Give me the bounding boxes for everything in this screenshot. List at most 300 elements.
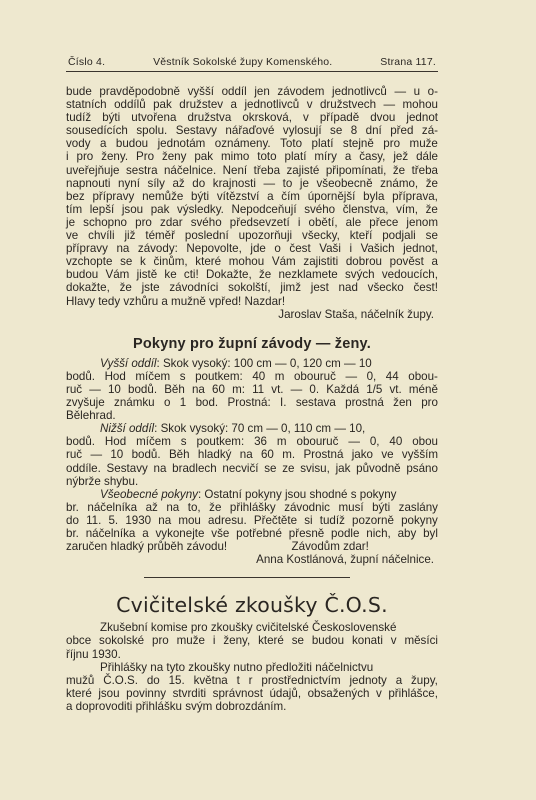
word: příprava, xyxy=(392,189,438,203)
word: náčelníka xyxy=(87,500,138,514)
word: že xyxy=(119,281,132,295)
word: musí xyxy=(338,500,364,514)
word: třeba xyxy=(411,163,438,177)
word: byla xyxy=(363,189,385,203)
word: na xyxy=(158,513,172,527)
word: pro xyxy=(383,137,401,151)
word: chvíli xyxy=(88,229,115,243)
word: okrsková, xyxy=(242,111,292,125)
pokyny-signature: Anna Kostlánová, župní náčelnice. xyxy=(256,553,434,567)
word: Sestavy xyxy=(106,461,148,475)
word: dní xyxy=(365,124,382,138)
text-line xyxy=(66,242,438,255)
word: Toto xyxy=(280,137,303,151)
intro-signature: Jaroslav Staša, náčelník župy. xyxy=(278,307,434,321)
word: spolu. xyxy=(136,124,168,138)
page-header xyxy=(68,56,436,68)
journal-title: Věstník Sokolské župy Komenského. xyxy=(153,56,333,68)
word: oddíl xyxy=(221,85,247,98)
word: — xyxy=(90,448,103,462)
word: na xyxy=(153,461,167,475)
word: ruč xyxy=(66,448,83,462)
word: že xyxy=(209,500,222,514)
word: ve xyxy=(66,229,79,243)
nizsi-label: Nižší oddíl xyxy=(100,422,155,436)
word: a xyxy=(142,527,149,540)
word: Vám xyxy=(271,255,296,269)
word: nářaďové xyxy=(225,124,275,138)
word: pro xyxy=(135,215,152,229)
word: sokolští, xyxy=(228,281,271,295)
word: m xyxy=(276,435,287,449)
word: přesně xyxy=(288,527,325,540)
text-line xyxy=(66,514,438,527)
word: — xyxy=(89,382,101,396)
word: zajistiti xyxy=(303,255,339,269)
word: sestava xyxy=(295,396,336,410)
word: všecko xyxy=(367,281,404,295)
word: mimo xyxy=(220,150,250,164)
word: u xyxy=(413,85,421,98)
text-line xyxy=(66,281,438,294)
word: téměř xyxy=(145,229,175,243)
word: vítězství xyxy=(216,189,260,203)
word: Prostná: xyxy=(227,396,271,410)
word: vím, xyxy=(396,202,419,216)
word: známo, xyxy=(380,176,419,190)
word: 36 xyxy=(254,435,268,449)
word: pak xyxy=(194,150,214,164)
word: platí xyxy=(284,150,307,164)
word: se xyxy=(264,461,277,475)
word: župy, xyxy=(411,673,438,687)
word: potřebné xyxy=(236,527,282,540)
word: míčem xyxy=(136,435,171,449)
word: jde xyxy=(250,242,266,256)
word: které xyxy=(66,686,92,700)
word: Dokažte, xyxy=(205,268,252,282)
word: povinny xyxy=(126,686,167,700)
word: vt. xyxy=(271,382,284,396)
text-line xyxy=(66,422,438,435)
word: jsou xyxy=(121,202,144,216)
word: stvrditi xyxy=(172,686,207,700)
word: družstva xyxy=(187,111,232,125)
text-line xyxy=(66,216,438,229)
word: května xyxy=(193,673,228,687)
word: v xyxy=(390,634,397,648)
word: 60 xyxy=(260,448,274,462)
text-line: Přihlášky na tyto zkoušky nutno předložiti náčelnictvu xyxy=(100,660,374,674)
word: Hod xyxy=(104,369,126,383)
word: vzchopte xyxy=(66,255,113,269)
text-line xyxy=(66,111,438,124)
word: závodníci xyxy=(169,281,219,295)
word: adresu. xyxy=(208,513,247,527)
word: jest xyxy=(310,281,329,295)
word: to, xyxy=(187,500,201,514)
intro-paragraph xyxy=(66,85,438,321)
word: vt. xyxy=(389,382,402,396)
word: pak xyxy=(150,202,170,216)
word: oddíle. xyxy=(66,461,101,475)
word: krajnosti xyxy=(212,176,256,190)
text-line xyxy=(66,462,438,475)
word: sousedících xyxy=(66,124,128,138)
word: m. xyxy=(282,448,296,462)
text-line xyxy=(66,357,438,370)
word: — xyxy=(263,176,276,190)
word: oznámeny. xyxy=(214,137,271,151)
word: pro xyxy=(76,150,94,164)
word: čest! xyxy=(413,281,438,295)
word: přípravy xyxy=(66,242,108,256)
word: se xyxy=(120,255,133,269)
word: psáno xyxy=(406,461,438,475)
word: I. xyxy=(280,396,287,410)
word: zdar xyxy=(160,215,183,229)
text-line xyxy=(66,229,438,242)
word: bodů. xyxy=(131,448,161,462)
word: muže xyxy=(409,137,438,151)
word: svého xyxy=(304,202,336,216)
page-number: Strana 117. xyxy=(380,56,436,68)
word: jenom xyxy=(406,215,438,229)
word: údajů, xyxy=(269,686,302,700)
word: s xyxy=(179,369,186,383)
word: Prostná xyxy=(303,448,344,462)
word: obsažených xyxy=(307,686,370,700)
word: jednot xyxy=(406,111,438,125)
zkousky-text xyxy=(66,621,438,713)
word: schopno xyxy=(83,215,127,229)
text-line: říjnu 1930. xyxy=(66,647,121,661)
word: t xyxy=(236,673,240,687)
word: ženy. xyxy=(101,150,129,164)
text-line xyxy=(66,687,438,700)
word: do xyxy=(66,513,79,527)
word: r xyxy=(248,673,253,687)
word: oddílů xyxy=(114,98,146,112)
word: toto xyxy=(257,150,277,164)
word: Sestavy xyxy=(175,124,217,138)
word: až xyxy=(172,176,185,190)
word: dobrou xyxy=(345,255,382,269)
word: býti xyxy=(372,500,391,514)
word: 0. xyxy=(309,382,320,396)
word: činům, xyxy=(153,255,188,269)
word: obětí, xyxy=(308,215,338,229)
word: 1/5 xyxy=(366,382,383,396)
text-line xyxy=(66,255,438,268)
word: závodem xyxy=(277,85,325,98)
word: vyšším xyxy=(401,448,438,462)
word: vylosují xyxy=(282,124,322,138)
word: jednot, xyxy=(403,242,438,256)
word: i xyxy=(297,215,301,229)
word: čím xyxy=(281,189,300,203)
word: obou- xyxy=(408,369,438,383)
word: závody: xyxy=(137,242,178,256)
word: které xyxy=(195,255,222,269)
word: podle xyxy=(331,527,360,540)
text-line xyxy=(66,203,438,216)
word: cti! xyxy=(183,268,199,282)
word: konati xyxy=(351,634,383,648)
word: časy, xyxy=(359,150,386,164)
word: — xyxy=(383,98,396,112)
word: o- xyxy=(427,85,438,98)
word: ženy xyxy=(161,150,187,164)
word: jistě xyxy=(136,268,158,282)
word: tudíž xyxy=(319,513,345,527)
word: dokažte, xyxy=(66,281,110,295)
word: poutkem: xyxy=(196,435,245,449)
word: všecky, xyxy=(302,229,340,243)
text-line xyxy=(66,124,438,137)
word: všeobecně xyxy=(316,176,373,190)
word: i xyxy=(66,150,69,164)
word: Každá xyxy=(326,382,360,396)
word: jednotlivců xyxy=(332,85,387,98)
word: budou xyxy=(66,268,99,282)
word: Pro xyxy=(135,150,155,164)
issue-number: Číslo 4. xyxy=(68,56,106,68)
word: Běh xyxy=(168,448,190,462)
word: žen xyxy=(393,396,412,410)
word: jen xyxy=(254,85,270,98)
word: budou xyxy=(311,634,345,648)
word: o xyxy=(274,242,281,256)
word: sestra xyxy=(125,163,158,177)
word: již xyxy=(124,229,136,243)
word: tím xyxy=(66,202,83,216)
word: aby xyxy=(397,527,417,540)
word: síly xyxy=(147,176,165,190)
word: o xyxy=(163,396,171,410)
word: Vaši xyxy=(319,242,341,256)
word: jednotám xyxy=(157,137,206,151)
word: pověst xyxy=(389,255,424,269)
word: s xyxy=(180,435,187,449)
word: býti xyxy=(191,189,210,203)
word: pravděpodobně xyxy=(99,85,180,98)
word: obouruč xyxy=(293,369,336,383)
word: bodů. xyxy=(128,382,158,396)
text-line: Zkušební komise pro zkoušky cvičitelské Československé xyxy=(100,621,397,635)
word: které xyxy=(258,634,284,648)
word: — xyxy=(290,382,303,396)
word: 40 xyxy=(389,435,403,449)
word: náčelnice. xyxy=(163,163,217,177)
text-run: : Skok vysoký: 70 cm — 0, 110 cm — 10, xyxy=(154,422,366,436)
word: družstvech xyxy=(319,98,377,112)
word: podjali xyxy=(382,229,416,243)
text-line xyxy=(66,527,438,540)
word: 10 xyxy=(107,382,121,396)
word: kteří xyxy=(349,229,373,243)
word: v xyxy=(375,686,382,700)
word: svého xyxy=(190,215,222,229)
word: Přečtěte xyxy=(253,513,298,527)
text-line: Hlavy tedy vzhůru a mužně vpřed! Nazdar! xyxy=(66,294,286,308)
word: statních xyxy=(66,98,107,112)
text-line xyxy=(66,488,438,501)
text-line xyxy=(66,98,438,111)
word: ale xyxy=(345,215,362,229)
word: — xyxy=(348,435,360,449)
word: prostřednictvím xyxy=(261,673,341,687)
word: Nepodceňují xyxy=(231,202,297,216)
word: k xyxy=(140,255,146,269)
pokyny-title: Pokyny pro župní závody — ženy. xyxy=(133,335,371,352)
word: vyšší xyxy=(187,85,214,98)
word: správnost xyxy=(212,686,263,700)
word: 1930 xyxy=(125,513,152,527)
word: i xyxy=(349,242,353,256)
word: do xyxy=(146,673,160,687)
word: zá- xyxy=(421,124,438,138)
word: připomínati, xyxy=(325,163,387,177)
word: jednoty xyxy=(349,673,387,687)
text-line xyxy=(66,634,438,647)
word: br. xyxy=(66,500,79,514)
word: hladký xyxy=(197,448,232,462)
word: 5. xyxy=(108,513,119,527)
text-line xyxy=(66,150,438,163)
word: přece xyxy=(369,215,399,229)
word: míry xyxy=(314,150,337,164)
word: ve xyxy=(381,448,394,462)
word: pro xyxy=(421,396,438,410)
word: mou xyxy=(178,513,201,527)
word: na xyxy=(166,500,180,514)
word: bod. xyxy=(195,396,219,410)
word: Není xyxy=(222,163,248,177)
text-line xyxy=(66,137,438,150)
word: — xyxy=(345,369,358,383)
word: na xyxy=(239,448,253,462)
word: až xyxy=(145,500,158,514)
word: a xyxy=(230,98,237,112)
word: bez xyxy=(66,189,85,203)
word: lepší xyxy=(89,202,115,216)
word: že xyxy=(425,202,438,216)
word: Č.O.S. xyxy=(103,673,138,687)
word: necvičí xyxy=(222,461,259,475)
word: br. xyxy=(66,527,79,540)
word: že xyxy=(258,268,272,282)
word: přípravy xyxy=(92,189,135,203)
word: si xyxy=(304,513,313,527)
word: v xyxy=(303,111,309,125)
word: Vašich xyxy=(360,242,395,256)
word: jsou xyxy=(98,686,120,700)
word: na xyxy=(116,242,130,256)
word: býti xyxy=(102,111,121,125)
word: jak xyxy=(335,461,351,475)
word: upozorňuji xyxy=(238,229,293,243)
text-line xyxy=(66,268,438,281)
text-line xyxy=(66,190,438,203)
word: předsevzetí xyxy=(229,215,290,229)
word: bodů. xyxy=(66,369,96,383)
text-line xyxy=(66,396,438,409)
text-line: Bělehrad. xyxy=(66,409,116,423)
text-line: a doprovoditi přihlášku svým dobrozdáním. xyxy=(66,699,287,713)
word: třeba xyxy=(253,163,281,177)
word: a xyxy=(99,137,107,151)
word: na xyxy=(191,382,205,396)
word: jednotlivců xyxy=(244,98,300,112)
word: budou xyxy=(115,137,149,151)
word: platí xyxy=(311,137,334,151)
word: ženy, xyxy=(223,634,251,648)
word: že xyxy=(392,163,406,177)
zkousky-title: Cvičitelské zkoušky Č.O.S. xyxy=(116,593,388,618)
word: mohou xyxy=(228,255,265,269)
word: svých xyxy=(344,268,375,282)
word: pak xyxy=(153,98,172,112)
word: m xyxy=(274,369,285,383)
word: Nepovolte, xyxy=(186,242,242,256)
text-line xyxy=(66,164,438,177)
word: poslední xyxy=(184,229,229,243)
text-line xyxy=(66,674,438,687)
word: i xyxy=(212,634,216,648)
word: jimž xyxy=(280,281,301,295)
word: pozorně xyxy=(352,513,394,527)
text-line xyxy=(66,370,438,383)
text-run: : Ostatní pokyny jsou shodné s pokyny xyxy=(197,487,397,501)
word: se xyxy=(291,634,304,648)
vyssi-label: Vyšší oddíl xyxy=(100,356,157,370)
word: nich, xyxy=(366,527,391,540)
word: pokyny xyxy=(401,513,438,527)
text-line xyxy=(66,448,438,461)
word: Běh xyxy=(164,382,185,396)
word: míčem xyxy=(135,369,171,383)
word: méně xyxy=(408,382,438,396)
word: zajisté xyxy=(286,163,320,177)
word: že xyxy=(425,176,438,190)
word: dvou xyxy=(370,111,396,125)
word: úpornější xyxy=(307,189,356,203)
word: 10 xyxy=(110,448,124,462)
word: a xyxy=(267,189,274,203)
word: jste xyxy=(141,281,160,295)
word: nemůže xyxy=(142,189,184,203)
word: vykonejte xyxy=(155,527,205,540)
word: 1 xyxy=(179,396,187,410)
word: m: xyxy=(232,382,245,396)
word: výsledky. xyxy=(177,202,224,216)
word: je xyxy=(66,215,76,229)
text-line: nýbrže shybu. xyxy=(66,474,139,488)
word: 15. xyxy=(168,673,185,687)
word: mohou xyxy=(402,98,438,112)
word: Hod xyxy=(104,435,127,449)
word: poutkem: xyxy=(195,369,243,383)
word: v xyxy=(306,98,313,112)
word: zvyšuje xyxy=(66,396,105,410)
word: před xyxy=(390,124,414,138)
word: přihlášce, xyxy=(388,686,438,700)
word: ke xyxy=(164,268,177,282)
article-body xyxy=(66,85,438,713)
word: 44 xyxy=(385,369,399,383)
word: závodnic xyxy=(284,500,330,514)
